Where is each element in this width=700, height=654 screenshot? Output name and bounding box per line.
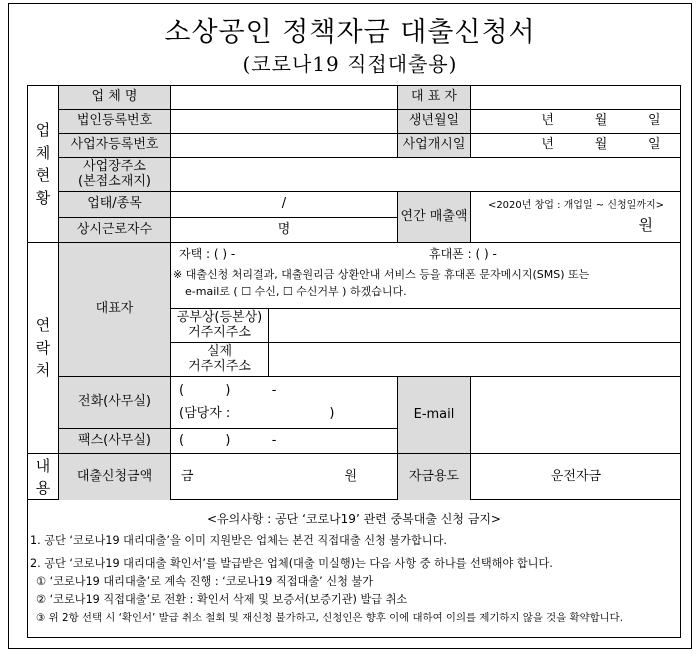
year-label: 년 bbox=[541, 137, 554, 153]
biz-reg-no-label: 사업자등록번호 bbox=[58, 133, 170, 157]
month-label: 월 bbox=[594, 113, 608, 129]
actual-address-label-line1: 실제 bbox=[206, 344, 233, 360]
section-char: 체 bbox=[35, 143, 51, 162]
section-business-label bbox=[27, 85, 58, 242]
fund-use-field[interactable]: 운전자금 bbox=[470, 453, 681, 500]
fund-use-label: 자금용도 bbox=[397, 453, 470, 500]
rep-contact-label: 대표자 bbox=[58, 242, 170, 376]
note-option-3: ③ 위 2항 선택 시 ‘확인서’ 발급 취소 철회 및 재신청 불가하고, 신청인은 향후 이에 대하여 이의를 제기하지 않을 것을 확약합니다. bbox=[36, 612, 624, 624]
section-char: 황 bbox=[35, 188, 51, 207]
office-phone-field[interactable] bbox=[170, 376, 397, 428]
company-name-field[interactable] bbox=[170, 85, 397, 109]
start-date-label: 사업개시일 bbox=[397, 133, 470, 157]
email-field[interactable] bbox=[470, 376, 681, 453]
start-date-field[interactable] bbox=[470, 133, 681, 157]
section-char: 처 bbox=[35, 361, 51, 380]
actual-address-label-line2: 거주지주소 bbox=[188, 358, 251, 374]
employees-label: 상시근로자수 bbox=[58, 217, 170, 242]
section-char: 현 bbox=[35, 166, 51, 184]
month-label: 월 bbox=[594, 137, 608, 153]
corp-reg-no-label: 법인등록번호 bbox=[58, 109, 170, 133]
actual-address-label bbox=[170, 342, 268, 376]
fax-field[interactable]: ( ) - bbox=[170, 428, 397, 453]
note-option-1: ① ‘코로나19 대리대출’로 계속 진행 : ‘코로나19 직접대출’ 신청 불가 bbox=[36, 575, 374, 588]
form-title: 소상공인 정책자금 대출신청서 bbox=[164, 17, 536, 48]
company-name-label: 업 체 명 bbox=[58, 85, 170, 109]
birth-date-field[interactable] bbox=[470, 109, 681, 133]
loan-amount-field[interactable] bbox=[170, 453, 397, 500]
sales-hint: <2020년 창업 : 개업일 ~ 신청일까지> bbox=[487, 200, 665, 212]
section-char: 업 bbox=[35, 121, 51, 139]
address-label-line1: 사업장주소 bbox=[83, 159, 146, 175]
office-phone-label: 전화(사무실) bbox=[58, 376, 170, 428]
contact-person: (담당자 : ) bbox=[179, 405, 335, 421]
section-content-label bbox=[27, 453, 58, 500]
section-char: 내 bbox=[35, 456, 51, 475]
note-option-2: ② ‘코로나19 직접대출’로 전환 : 확인서 삭제 및 보증서(보증기관) 발급 취소 bbox=[36, 593, 408, 606]
amount-prefix: 금 bbox=[181, 468, 194, 484]
rep-phone-area bbox=[170, 242, 681, 308]
day-label: 일 bbox=[648, 137, 661, 153]
day-label: 일 bbox=[648, 113, 661, 129]
section-char: 락 bbox=[35, 338, 51, 357]
mobile-phone[interactable]: 휴대폰 : ( ) - bbox=[429, 247, 497, 261]
corp-reg-no-field[interactable] bbox=[170, 109, 397, 133]
office-phone-value: ( ) - bbox=[179, 383, 277, 399]
birth-date-label: 생년월일 bbox=[397, 109, 470, 133]
address-field[interactable] bbox=[170, 157, 681, 191]
email-label: E-mail bbox=[397, 376, 470, 453]
biz-reg-no-field[interactable] bbox=[170, 133, 397, 157]
year-label: 년 bbox=[541, 113, 554, 129]
note-item-2: 2. 공단 ‘코로나19 대리대출 확인서’를 발급받은 업체(대출 미실행)는 다음 사항 중 하나를 선택해야 합니다. bbox=[30, 557, 553, 570]
notes-box bbox=[27, 500, 681, 638]
actual-address-field[interactable] bbox=[268, 342, 681, 376]
section-contact-label bbox=[27, 242, 58, 453]
fax-label: 팩스(사무실) bbox=[58, 428, 170, 453]
representative-label: 대 표 자 bbox=[397, 85, 470, 109]
amount-unit: 원 bbox=[344, 468, 357, 484]
loan-amount-label: 대출신청금액 bbox=[58, 453, 170, 500]
address-label-line2: (본점소재지) bbox=[78, 173, 151, 189]
notes-heading: <유의사항 : 공단 ‘코로나19’ 관련 중복대출 신청 금지> bbox=[206, 512, 501, 526]
form-subtitle: (코로나19 직접대출용) bbox=[242, 52, 458, 76]
official-address-label bbox=[170, 308, 268, 342]
annual-sales-label: 연간 매출액 bbox=[397, 191, 470, 242]
section-char: 용 bbox=[35, 479, 51, 497]
representative-field[interactable] bbox=[470, 85, 681, 109]
official-address-field[interactable] bbox=[268, 308, 681, 342]
sms-notice-line2[interactable]: e-mail로 ( ☐ 수신, ☐ 수신거부 ) 하겠습니다. bbox=[185, 285, 407, 298]
official-address-label-line2: 거주지주소 bbox=[188, 324, 251, 340]
section-char: 연 bbox=[35, 316, 51, 335]
biz-type-label: 업태/종목 bbox=[58, 191, 170, 217]
official-address-label-line1: 공부상(등본상) bbox=[176, 310, 263, 326]
note-item-1: 1. 공단 ‘코로나19 대리대출’을 이미 지원받은 업체는 본건 직접대출 신청 불가합니다. bbox=[30, 534, 447, 547]
biz-type-field[interactable]: / bbox=[170, 191, 397, 217]
annual-sales-field[interactable] bbox=[470, 191, 681, 242]
address-label bbox=[58, 157, 170, 191]
sms-notice-line1: ※ 대출신청 처리결과, 대출원리금 상환안내 서비스 등을 휴대폰 문자메시지(SMS) 또는 bbox=[173, 268, 590, 281]
employees-field[interactable]: 명 bbox=[170, 217, 397, 242]
home-phone[interactable]: 자택 : ( ) - bbox=[179, 247, 236, 261]
sales-unit: 원 bbox=[638, 216, 653, 235]
